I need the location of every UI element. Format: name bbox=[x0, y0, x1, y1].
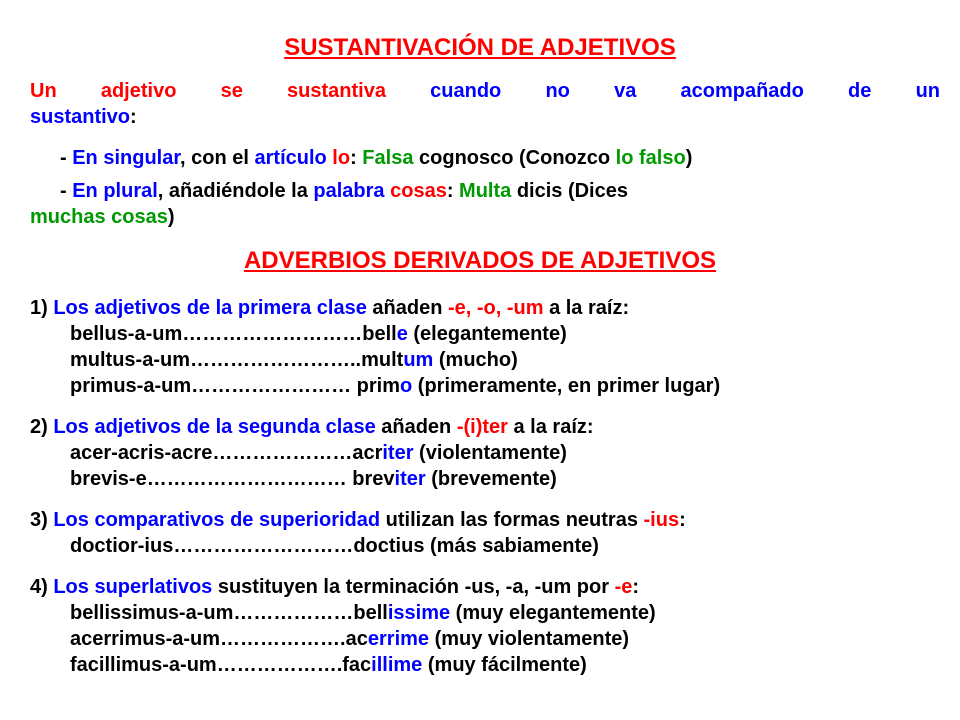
plural-rule-line-1 bbox=[60, 179, 628, 203]
text-run: -e bbox=[614, 576, 633, 598]
text-run: multus-a-um……………………..mult bbox=[70, 349, 404, 371]
example-4b bbox=[70, 627, 629, 651]
text-run: Los adjetivos de la primera clase bbox=[53, 297, 367, 319]
text-run: (muy elegantemente) bbox=[450, 602, 656, 624]
text-run: palabra bbox=[313, 180, 391, 202]
title-sustantivacion: SUSTANTIVACIÓN DE ADJETIVOS bbox=[284, 34, 676, 61]
example-2b bbox=[70, 467, 557, 491]
text-run: Los adjetivos de la segunda clase bbox=[53, 416, 376, 438]
text-run: dicis (Dices bbox=[511, 180, 628, 202]
text-run: : bbox=[130, 106, 137, 128]
title-adverbios: ADVERBIOS DERIVADOS DE ADJETIVOS bbox=[243, 247, 717, 274]
text-run: -ius bbox=[643, 509, 680, 531]
text-run: iter bbox=[394, 468, 426, 490]
text-run: - bbox=[60, 147, 73, 169]
text-run: e bbox=[396, 323, 408, 345]
text-run: acer-acris-acre…………………acr bbox=[70, 442, 383, 464]
text-run: (violentamente) bbox=[413, 442, 567, 464]
rule-1 bbox=[30, 296, 629, 320]
example-4c bbox=[70, 653, 587, 677]
text-run: añaden bbox=[375, 416, 457, 438]
text-run: 4) bbox=[30, 576, 54, 598]
text-run: sustantivo bbox=[30, 106, 131, 128]
text-run: (primeramente, en primer lugar) bbox=[412, 375, 721, 397]
text-run: acerrimus-a-um……………….ac bbox=[70, 628, 368, 650]
singular-rule bbox=[60, 146, 692, 170]
text-run: En singular bbox=[72, 147, 181, 169]
text-run: lo bbox=[332, 147, 351, 169]
intro-line-2 bbox=[30, 105, 137, 129]
intro-line-1 bbox=[30, 79, 940, 103]
text-run: lo falso bbox=[615, 147, 686, 169]
text-run: facillimus-a-um……………….fac bbox=[70, 654, 372, 676]
text-run: a la raíz: bbox=[507, 416, 594, 438]
text-run: -e, -o, -um bbox=[447, 297, 544, 319]
text-run: illime bbox=[371, 654, 423, 676]
text-run: : bbox=[350, 147, 363, 169]
text-run: - bbox=[60, 180, 73, 202]
text-run: o bbox=[400, 375, 413, 397]
text-run: doctior-ius………………………doctius (más sabiamente) bbox=[70, 535, 599, 557]
text-run: primus-a-um…………………… prim bbox=[70, 375, 401, 397]
text-run: errime bbox=[367, 628, 430, 650]
text-run: Un adjetivo se sustantiva bbox=[30, 80, 431, 102]
text-run: a la raíz: bbox=[543, 297, 630, 319]
example-3a bbox=[70, 534, 599, 558]
text-run: muchas cosas bbox=[30, 206, 168, 228]
text-run: ) bbox=[685, 147, 693, 169]
text-run: Los superlativos bbox=[53, 576, 213, 598]
text-run: um bbox=[403, 349, 434, 371]
example-1c bbox=[70, 374, 720, 398]
example-1a bbox=[70, 322, 567, 346]
example-2a bbox=[70, 441, 567, 465]
text-run: (muy fácilmente) bbox=[422, 654, 587, 676]
text-run: brevis-e………………………… brev bbox=[70, 468, 395, 490]
text-run: 2) bbox=[30, 416, 54, 438]
text-run: 1) bbox=[30, 297, 54, 319]
example-4a bbox=[70, 601, 656, 625]
text-run: iter bbox=[382, 442, 414, 464]
text-run: ) bbox=[167, 206, 175, 228]
text-run: cuando no va acompañado de un bbox=[430, 80, 940, 102]
text-run: cosas bbox=[390, 180, 447, 202]
text-run: En plural bbox=[72, 180, 158, 202]
text-run: bellus-a-um………………………bell bbox=[70, 323, 397, 345]
text-run: : bbox=[679, 509, 686, 531]
text-run: -(i)ter bbox=[456, 416, 508, 438]
text-run: (elegantemente) bbox=[407, 323, 567, 345]
text-run: sustituyen la terminación -us, -a, -um por bbox=[212, 576, 615, 598]
text-run: (brevemente) bbox=[425, 468, 557, 490]
text-run: cognosco (Conozco bbox=[413, 147, 616, 169]
text-run: utilizan las formas neutras bbox=[380, 509, 644, 531]
text-run: , añadiéndole la bbox=[157, 180, 314, 202]
text-run: bellissimus-a-um………………bell bbox=[70, 602, 388, 624]
text-run: : bbox=[632, 576, 640, 598]
text-run: Falsa bbox=[362, 147, 414, 169]
text-run: Multa bbox=[459, 180, 512, 202]
rule-4 bbox=[30, 575, 639, 599]
text-run: , con el bbox=[180, 147, 255, 169]
text-run: artículo bbox=[254, 147, 333, 169]
text-run: issime bbox=[387, 602, 451, 624]
text-run: (muy violentamente) bbox=[429, 628, 630, 650]
text-run: Los comparativos de superioridad bbox=[53, 509, 381, 531]
text-run: añaden bbox=[366, 297, 448, 319]
text-run: (mucho) bbox=[433, 349, 518, 371]
rule-3 bbox=[30, 508, 686, 532]
example-1b bbox=[70, 348, 518, 372]
text-run: : bbox=[446, 180, 460, 202]
text-run: 3) bbox=[30, 509, 54, 531]
plural-rule-line-2 bbox=[30, 205, 175, 229]
rule-2 bbox=[30, 415, 594, 439]
